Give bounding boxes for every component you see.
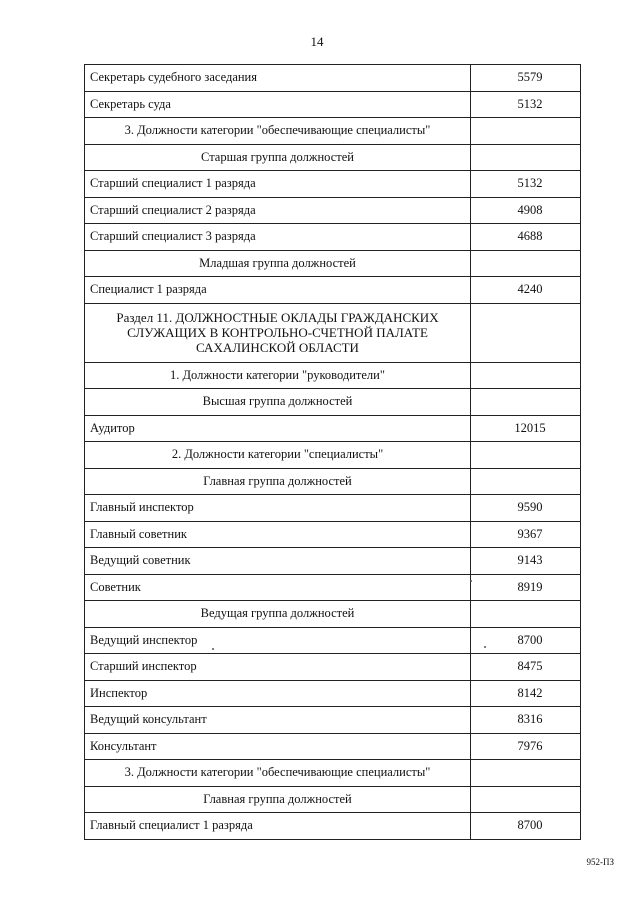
empty-value-cell xyxy=(471,786,581,813)
empty-value-cell xyxy=(471,362,581,389)
position-name: Советник xyxy=(85,574,471,601)
group-heading-row xyxy=(85,362,581,389)
table-row xyxy=(85,574,581,601)
group-heading: Старшая группа должностей xyxy=(85,144,471,171)
empty-value-cell xyxy=(471,303,581,362)
salary-value: 8919 xyxy=(471,574,581,601)
empty-value-cell xyxy=(471,144,581,171)
salary-value: 8700 xyxy=(471,813,581,840)
table-row xyxy=(85,415,581,442)
scan-speck xyxy=(470,580,472,582)
section-title: Раздел 11. ДОЛЖНОСТНЫЕ ОКЛАДЫ ГРАЖДАНСКИХ СЛУЖАЩИХ В КОНТРОЛЬНО-СЧЕТНОЙ ПАЛАТЕ САХАЛИНСКОЙ ОБЛАСТИ xyxy=(85,303,471,362)
group-heading-row xyxy=(85,250,581,277)
position-name: Аудитор xyxy=(85,415,471,442)
salary-value: 5132 xyxy=(471,91,581,118)
group-heading: 3. Должности категории "обеспечивающие специалисты" xyxy=(85,760,471,787)
empty-value-cell xyxy=(471,250,581,277)
group-heading: Главная группа должностей xyxy=(85,786,471,813)
table-row xyxy=(85,654,581,681)
document-code: 952-ПЗ xyxy=(586,857,614,867)
salary-value: 7976 xyxy=(471,733,581,760)
table-row xyxy=(85,680,581,707)
salary-value: 4908 xyxy=(471,197,581,224)
empty-value-cell xyxy=(471,760,581,787)
salary-value: 9367 xyxy=(471,521,581,548)
table-row xyxy=(85,813,581,840)
section-title-row xyxy=(85,303,581,362)
salary-value: 9143 xyxy=(471,548,581,575)
table-row xyxy=(85,707,581,734)
position-name: Специалист 1 разряда xyxy=(85,277,471,304)
salary-value: 8316 xyxy=(471,707,581,734)
group-heading-row xyxy=(85,442,581,469)
position-name: Главный специалист 1 разряда xyxy=(85,813,471,840)
page-number: 14 xyxy=(310,34,324,49)
empty-value-cell xyxy=(471,442,581,469)
position-name: Секретарь суда xyxy=(85,91,471,118)
position-name: Главный советник xyxy=(85,521,471,548)
salary-value: 4240 xyxy=(471,277,581,304)
position-name: Старший инспектор xyxy=(85,654,471,681)
empty-value-cell xyxy=(471,389,581,416)
group-heading-row xyxy=(85,468,581,495)
position-name: Старший специалист 1 разряда xyxy=(85,171,471,198)
table-row xyxy=(85,627,581,654)
salary-value: 5579 xyxy=(471,65,581,92)
table-row xyxy=(85,733,581,760)
group-heading-row xyxy=(85,144,581,171)
salary-value: 8475 xyxy=(471,654,581,681)
position-name: Ведущий советник xyxy=(85,548,471,575)
group-heading: 1. Должности категории "руководители" xyxy=(85,362,471,389)
table-row xyxy=(85,197,581,224)
position-name: Ведущий инспектор xyxy=(85,627,471,654)
empty-value-cell xyxy=(471,601,581,628)
salary-value: 12015 xyxy=(471,415,581,442)
position-name: Старший специалист 2 разряда xyxy=(85,197,471,224)
position-name: Главный инспектор xyxy=(85,495,471,522)
position-name: Старший специалист 3 разряда xyxy=(85,224,471,251)
empty-value-cell xyxy=(471,468,581,495)
table-row xyxy=(85,521,581,548)
group-heading: 2. Должности категории "специалисты" xyxy=(85,442,471,469)
group-heading-row xyxy=(85,389,581,416)
position-name: Консультант xyxy=(85,733,471,760)
group-heading-row xyxy=(85,118,581,145)
table-row xyxy=(85,548,581,575)
group-heading-row xyxy=(85,601,581,628)
salary-value: 5132 xyxy=(471,171,581,198)
group-heading: 3. Должности категории "обеспечивающие специалисты" xyxy=(85,118,471,145)
salary-table-body xyxy=(85,65,581,840)
table-row xyxy=(85,224,581,251)
group-heading-row xyxy=(85,786,581,813)
table-row xyxy=(85,495,581,522)
position-name: Секретарь судебного заседания xyxy=(85,65,471,92)
table-row xyxy=(85,277,581,304)
salary-value: 9590 xyxy=(471,495,581,522)
salary-table xyxy=(84,64,581,840)
position-name: Инспектор xyxy=(85,680,471,707)
scan-speck xyxy=(212,648,214,650)
salary-value: 8142 xyxy=(471,680,581,707)
scan-speck xyxy=(484,646,486,648)
position-name: Ведущий консультант xyxy=(85,707,471,734)
group-heading: Младшая группа должностей xyxy=(85,250,471,277)
empty-value-cell xyxy=(471,118,581,145)
table-row xyxy=(85,171,581,198)
group-heading: Ведущая группа должностей xyxy=(85,601,471,628)
table-row xyxy=(85,91,581,118)
salary-value: 8700 xyxy=(471,627,581,654)
group-heading-row xyxy=(85,760,581,787)
group-heading: Главная группа должностей xyxy=(85,468,471,495)
group-heading: Высшая группа должностей xyxy=(85,389,471,416)
salary-value: 4688 xyxy=(471,224,581,251)
table-row xyxy=(85,65,581,92)
